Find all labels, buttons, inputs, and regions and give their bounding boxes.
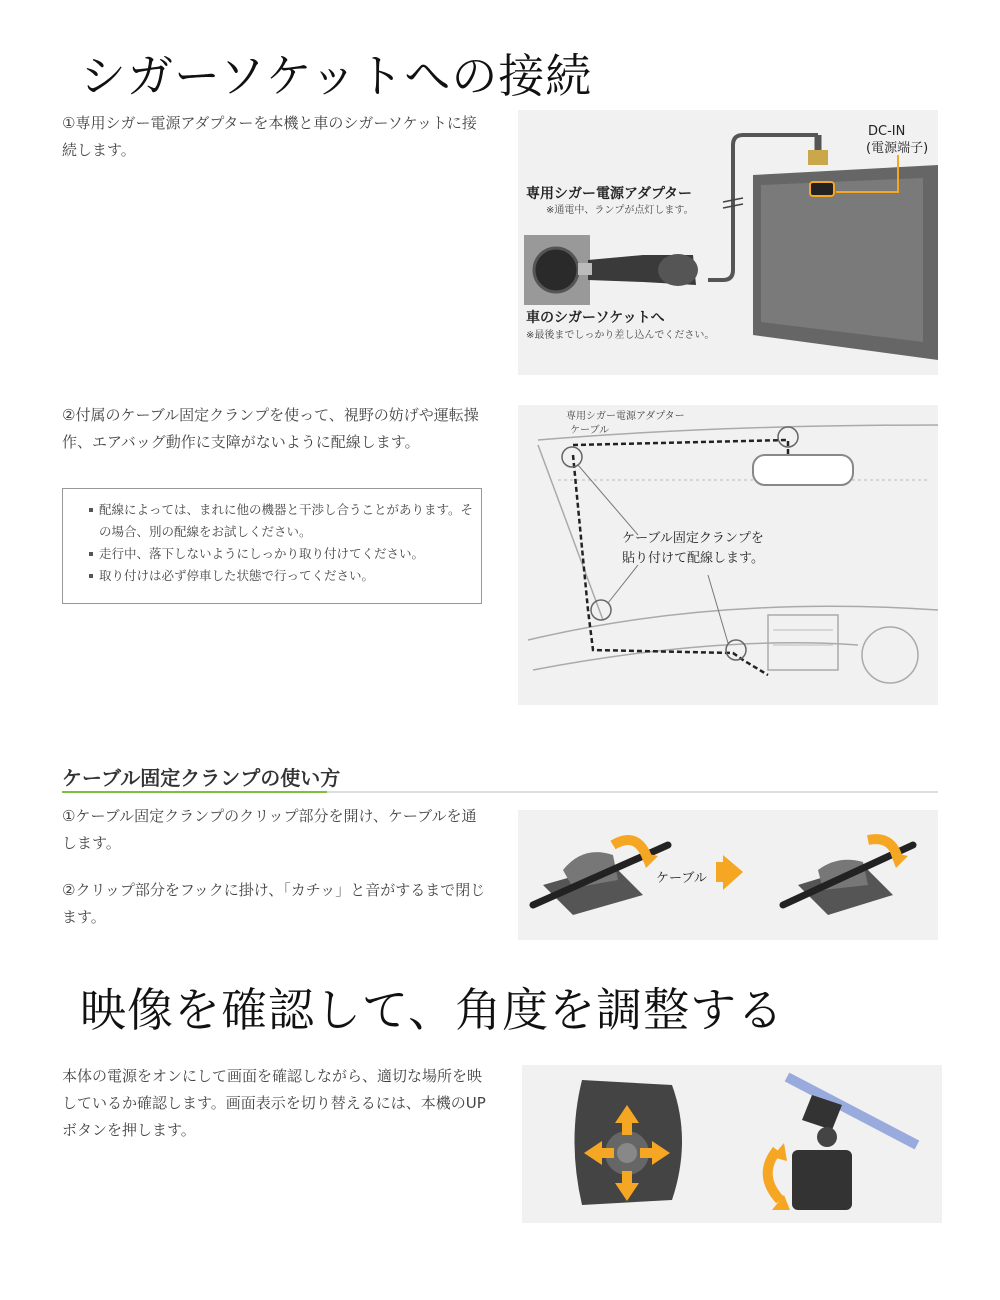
step2-text: ②付属のケーブル固定クランプを使って、視野の妨げや運転操作、エアバッグ動作に支障がないように配線します。	[62, 406, 479, 451]
adapter-note: ※通電中、ランプが点灯します。	[546, 205, 694, 216]
figure-angle-adjust	[522, 1065, 942, 1223]
caution-box	[62, 488, 482, 604]
caution-item: 取り付けは必ず停車した状態で行ってください。	[63, 565, 481, 587]
socket-note: ※最後までしっかり差し込んでください。	[526, 330, 715, 341]
caution-item: 走行中、落下しないようにしっかり取り付けてください。	[63, 543, 481, 565]
section-title-angle: 映像を確認して、角度を調整する	[80, 983, 785, 1037]
clamp-step2-text: ②クリップ部分をフックに掛け、「カチッ」と音がするまで閉じます。	[62, 881, 486, 926]
socket-label: 車のシガーソケットへ	[526, 310, 665, 326]
clamp-section-title: ケーブル固定クランプの使い方	[62, 766, 341, 790]
section-divider-accent	[62, 791, 327, 793]
step1-text: ①専用シガー電源アダプターを本機と車のシガーソケットに接続します。	[62, 114, 477, 159]
angle-body-text: 本体の電源をオンにして画面を確認しながら、適切な場所を映しているか確認します。画面表示を切り替えるには、本機のUPボタンを押します。	[62, 1067, 486, 1139]
figure-clamp-usage	[518, 810, 938, 940]
dcin-sub-label: (電源端子)	[866, 141, 929, 156]
dcin-label: DC-IN	[868, 124, 906, 139]
section-title-cigar: シガーソケットへの接続	[80, 49, 593, 103]
figure-cigar-adapter	[518, 110, 938, 375]
cable-label-1: 専用シガー電源アダプター	[566, 411, 685, 422]
clamp-label-1: ケーブル固定クランプを	[622, 531, 764, 546]
caution-item: 配線によっては、まれに他の機器と干渉し合うことがあります。その場合、別の配線をお試しください。	[63, 499, 481, 543]
clamp-label-2: 貼り付けて配線します。	[622, 551, 764, 566]
clamp-step1-text: ①ケーブル固定クランプのクリップ部分を開け、ケーブルを通します。	[62, 807, 477, 852]
figure-wiring-route	[518, 405, 938, 705]
adapter-label: 専用シガー電源アダプター	[526, 186, 693, 202]
clamp-cable-label: ケーブル	[656, 871, 707, 886]
cable-label-2: ケーブル	[570, 425, 610, 436]
